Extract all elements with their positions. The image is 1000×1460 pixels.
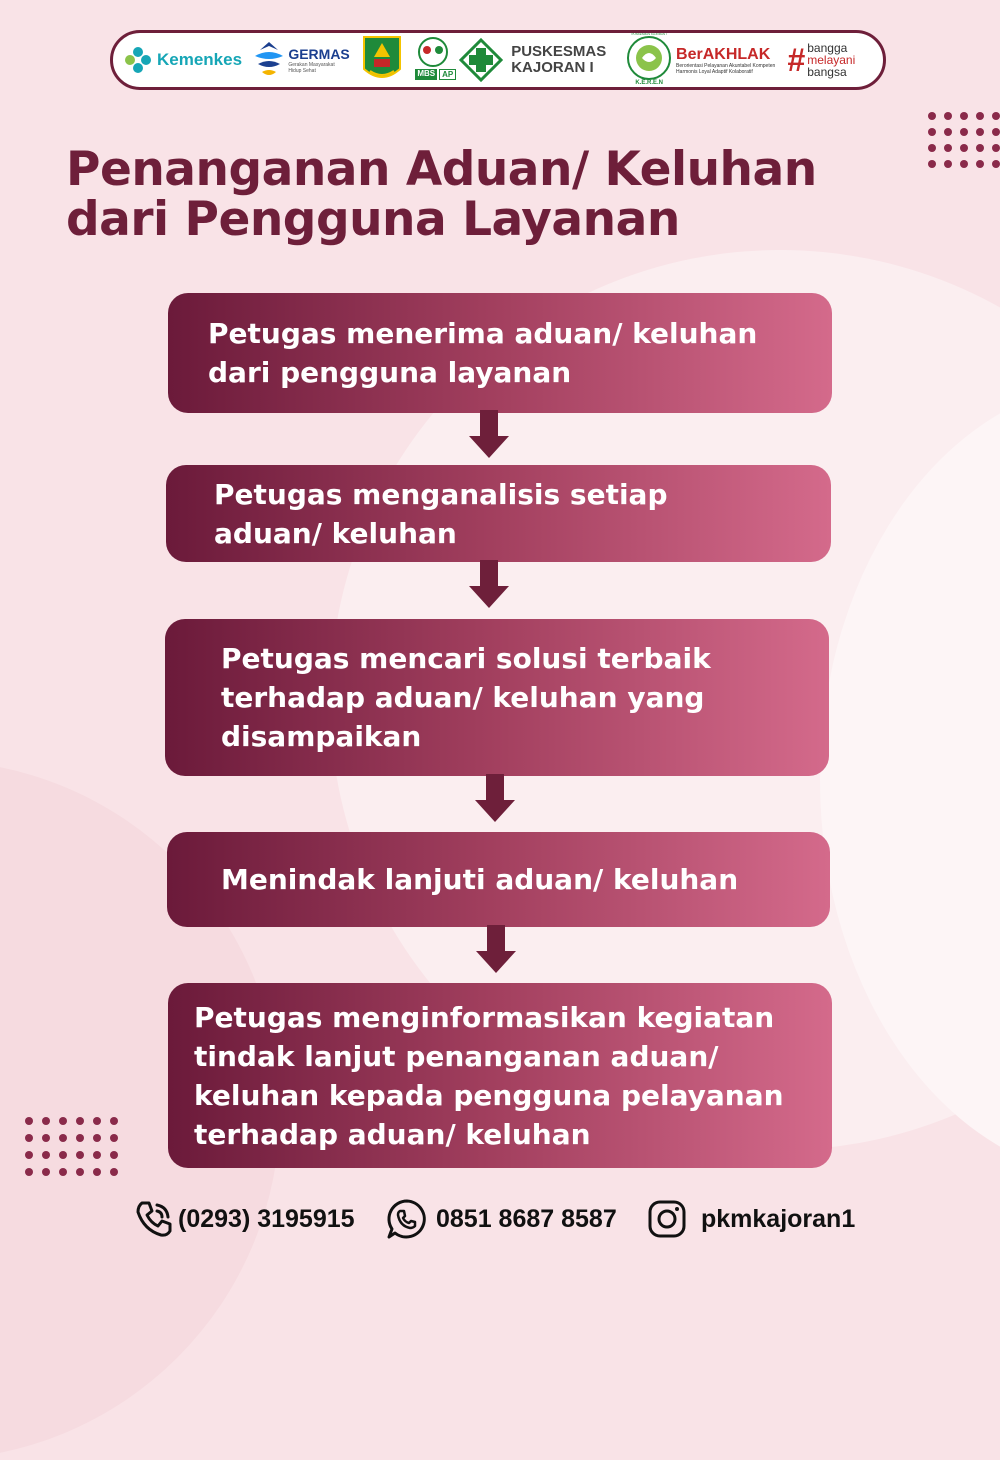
puskesmas-logo (459, 33, 622, 87)
mbs-ap-icon (411, 36, 455, 70)
regency-emblem-icon (362, 35, 402, 85)
step-3-line-2: terhadap aduan/ keluhan yang (221, 681, 705, 714)
instagram-handle: pkmkajoran1 (701, 1204, 856, 1233)
kemenkes-text: Kemenkes (157, 50, 243, 69)
flow-step-5 (168, 983, 832, 1168)
step-5-line-3: keluhan kepada pengguna pelayanan (194, 1078, 784, 1112)
germas-text: GERMAS (288, 46, 350, 62)
flow-step-3 (165, 619, 829, 776)
down-arrow-icon (474, 925, 518, 975)
down-arrow-icon (467, 560, 511, 610)
step-4-line-1: Menindak lanjuti aduan/ keluhan (221, 863, 739, 896)
germas-logo (252, 33, 355, 87)
puskesmas-title: PUSKESMAS (511, 43, 607, 60)
keren-logo (622, 33, 676, 87)
hashtag-icon: # (787, 42, 806, 78)
bangga-text: bangga (807, 41, 848, 55)
down-arrow-icon (473, 774, 517, 824)
instagram-icon (647, 1199, 687, 1239)
kemenkes-icon (123, 45, 153, 75)
phone-icon (134, 1199, 174, 1239)
page-title (66, 142, 946, 247)
keren-label: K.E.R.E.N (635, 80, 664, 86)
phone-number: (0293) 3195915 (178, 1204, 355, 1233)
berakhlak-text: BerAKHLAK (676, 45, 771, 63)
berakhlak-tagline: Berorientasi Pelayanan Akuntabel Kompeten Harmonis Loyal Adaptif Kolaboratif (676, 62, 776, 75)
bangsa-text: bangsa (807, 65, 847, 79)
down-arrow-icon (467, 410, 511, 460)
whatsapp-icon (386, 1198, 428, 1240)
keren-ring-text: PUSKESMAS KAJORAN I (631, 32, 667, 36)
contact-instagram (647, 1196, 855, 1242)
mbs-label: MBS (417, 69, 436, 78)
title-line-1: Penanganan Aduan/ Keluhan (66, 142, 817, 197)
bangga-melayani-logo (787, 33, 873, 87)
step-3-line-3: disampaikan (221, 720, 422, 753)
step-5-line-4: terhadap aduan/ keluhan (194, 1117, 591, 1151)
step-1-line-1: Petugas menerima aduan/ keluhan (208, 317, 758, 350)
berakhlak-logo (676, 33, 787, 87)
step-2-line-1: Petugas menganalisis setiap (214, 477, 668, 511)
step-5-line-1: Petugas menginformasikan kegiatan (194, 1000, 775, 1034)
kemenkes-logo (123, 33, 252, 87)
step-2-line-2: aduan/ keluhan (214, 516, 457, 550)
step-5-line-2: tindak lanjut penanganan aduan/ (194, 1039, 719, 1073)
whatsapp-number: 0851 8687 8587 (436, 1204, 617, 1233)
title-line-2: dari Pengguna Layanan (66, 192, 680, 247)
germas-icon (252, 38, 286, 82)
contact-phone (134, 1196, 355, 1242)
melayani-text: melayani (807, 53, 856, 67)
step-3-line-1: Petugas mencari solusi terbaik (221, 642, 711, 675)
flow-step-4 (167, 832, 830, 927)
keren-ring-icon (625, 34, 673, 86)
germas-tagline: Gerakan Masyarakat Hidup Sehat (288, 62, 335, 74)
flow-step-1 (168, 293, 832, 413)
puskesmas-cross-icon (459, 38, 503, 82)
contact-whatsapp (386, 1196, 617, 1242)
step-1-line-2: dari pengguna layanan (208, 356, 572, 389)
puskesmas-subtitle: KAJORAN I (511, 59, 594, 76)
regency-emblem-logo (356, 33, 408, 87)
decorative-dots-bottom-left (25, 1117, 118, 1176)
flow-step-2 (166, 465, 831, 562)
mbs-ap-logo (407, 33, 459, 87)
ap-label: AP (439, 69, 456, 80)
logo-bar (110, 30, 886, 90)
